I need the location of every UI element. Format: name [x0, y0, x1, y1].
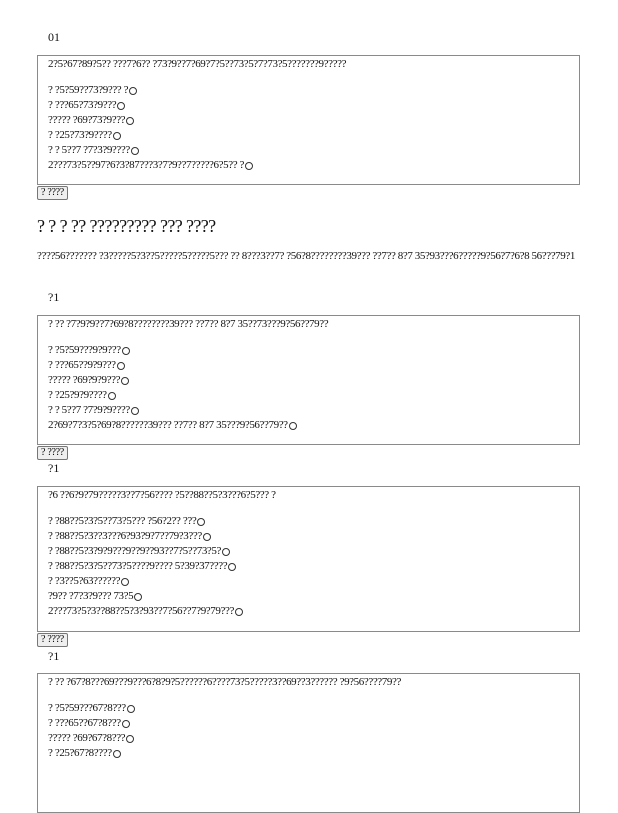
section-heading: ? ? ? ?? ????????? ??? ???? — [37, 216, 216, 236]
radio-button[interactable] — [126, 735, 134, 743]
check-button[interactable]: ? ???? — [37, 633, 68, 647]
radio-button[interactable] — [126, 117, 134, 125]
question-number: 01 — [48, 30, 60, 44]
question-text: ? ?? ?67?8???69???9???6?8?9?5??????6????73?5?????3??69??3?????? ?9?56????79?? — [48, 676, 401, 688]
question-number: ?1 — [48, 649, 60, 663]
radio-button[interactable] — [117, 362, 125, 370]
answer-option[interactable]: ????? ?69?73?9??? — [48, 113, 569, 128]
answer-option[interactable]: ? ?88??5?3?5??73?5????9???? 5?39?37???? — [48, 559, 569, 574]
answer-option[interactable]: ????? ?69?9?9??? — [48, 373, 569, 388]
answer-option[interactable]: ? ?25?67?8???? — [48, 746, 569, 761]
radio-button[interactable] — [113, 132, 121, 140]
answer-option[interactable]: ? ?25?9?9???? — [48, 388, 569, 403]
question-text: ? ?? ?7?9?9??7?69?8????????39??? ??7?? 8?7 35??73???9?56??79?? — [48, 318, 329, 330]
answer-option[interactable]: ? ???65?73?9??? — [48, 98, 569, 113]
radio-button[interactable] — [245, 162, 253, 170]
answer-option[interactable]: ????? ?69?67?8??? — [48, 731, 569, 746]
radio-button[interactable] — [235, 608, 243, 616]
radio-button[interactable] — [134, 593, 142, 601]
question-box — [37, 486, 580, 632]
answer-option[interactable]: ? ?88??5?3??3???6?93?9?7??79?3??? — [48, 529, 569, 544]
answer-option[interactable]: ? ?5?59???67?8??? — [48, 701, 569, 716]
answer-option[interactable]: ? ???65??67?8??? — [48, 716, 569, 731]
answer-option[interactable]: ? ? 5??7 ?7?9?9???? — [48, 403, 569, 418]
radio-button[interactable] — [108, 392, 116, 400]
radio-button[interactable] — [117, 102, 125, 110]
check-button[interactable]: ? ???? — [37, 186, 68, 200]
radio-button[interactable] — [222, 548, 230, 556]
radio-button[interactable] — [203, 533, 211, 541]
question-box — [37, 315, 580, 445]
radio-button[interactable] — [228, 563, 236, 571]
question-box — [37, 673, 580, 813]
answer-option[interactable]: ? ? 5??7 ?7?3?9???? — [48, 143, 569, 158]
question-number: ?1 — [48, 461, 60, 475]
radio-button[interactable] — [113, 750, 121, 758]
answer-option[interactable]: 2?69?7?3?5?69?8??????39??? ??7?? 8?7 35???9?56??79?? — [48, 418, 569, 433]
radio-button[interactable] — [197, 518, 205, 526]
radio-button[interactable] — [122, 347, 130, 355]
answer-option[interactable]: ?9?? ?7?3?9??? 73?5 — [48, 589, 569, 604]
radio-button[interactable] — [122, 720, 130, 728]
answer-option[interactable]: 2???73?5??97?6?3?87???3?7?9??7?????6?5?? ? — [48, 158, 569, 173]
answer-option[interactable]: 2???73?5?3??88??5?3?93??7?56??7?9?79??? — [48, 604, 569, 619]
section-paragraph: ????56??????? ?3?????5?3??5?????5?????5??? ?? 8???3??7? ?56?8????????39??? ??7?? 8?7 35?93???6?????9?56?7?6?8 56???79?1 — [37, 250, 575, 262]
question-box — [37, 55, 580, 185]
answer-option[interactable]: ? ?5?59???9?9??? — [48, 343, 569, 358]
radio-button[interactable] — [121, 578, 129, 586]
radio-button[interactable] — [289, 422, 297, 430]
question-text: ?6 ??6?9?79?????3??7?56???? ?5??88??5?3???6?5??? ? — [48, 489, 276, 501]
answer-option[interactable]: ? ?3??5?63?????? — [48, 574, 569, 589]
radio-button[interactable] — [131, 147, 139, 155]
answer-option[interactable]: ? ???65??9?9??? — [48, 358, 569, 373]
radio-button[interactable] — [121, 377, 129, 385]
question-text: 2?5?67?89?5?? ???7?6?? ?73?9??7?69?7?5??73?5?7?73?5???????9????? — [48, 58, 347, 70]
answer-option[interactable]: ? ?88??5?3?9?9???9??9??93??7?5??73?5? — [48, 544, 569, 559]
check-button[interactable]: ? ???? — [37, 446, 68, 460]
answer-option[interactable]: ? ?88??5?3?5??73?5??? ?56?2?? ??? — [48, 514, 569, 529]
answer-option[interactable]: ? ?25?73?9???? — [48, 128, 569, 143]
radio-button[interactable] — [127, 705, 135, 713]
question-number: ?1 — [48, 290, 60, 304]
radio-button[interactable] — [131, 407, 139, 415]
radio-button[interactable] — [129, 87, 137, 95]
answer-option[interactable]: ? ?5?59??73?9??? ? — [48, 83, 569, 98]
